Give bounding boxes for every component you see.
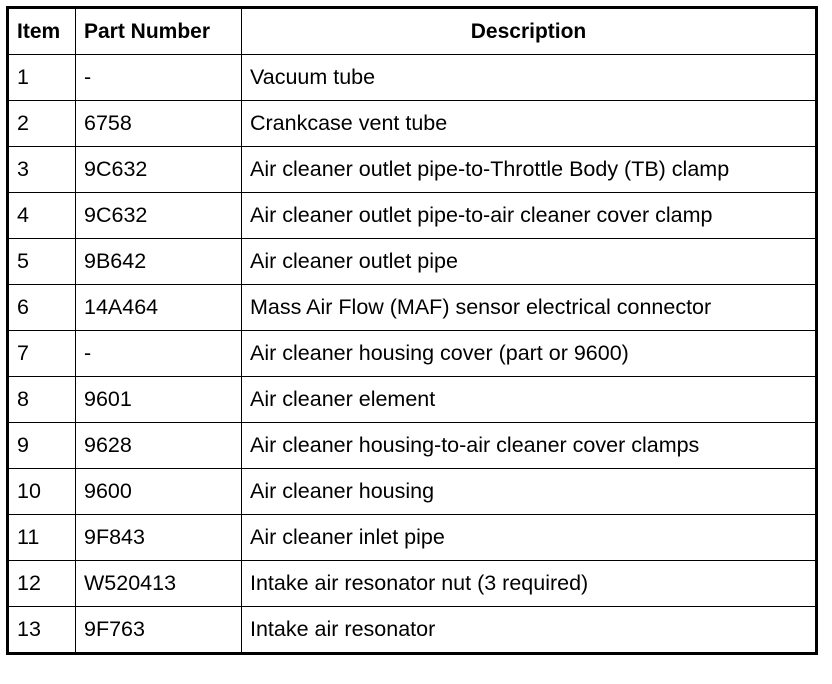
cell-description: Mass Air Flow (MAF) sensor electrical connector <box>242 285 817 331</box>
cell-part-number: 9F843 <box>76 515 242 561</box>
cell-item: 5 <box>8 239 76 285</box>
table-body <box>8 55 817 654</box>
cell-part-number: 9B642 <box>76 239 242 285</box>
header-description: Description <box>242 8 817 55</box>
cell-part-number: - <box>76 331 242 377</box>
cell-item: 9 <box>8 423 76 469</box>
cell-item: 13 <box>8 607 76 654</box>
cell-part-number: 9600 <box>76 469 242 515</box>
table-row <box>8 377 817 423</box>
cell-description: Air cleaner outlet pipe-to-air cleaner cover clamp <box>242 193 817 239</box>
table-row <box>8 101 817 147</box>
cell-description: Air cleaner housing <box>242 469 817 515</box>
cell-item: 10 <box>8 469 76 515</box>
cell-description: Intake air resonator <box>242 607 817 654</box>
table-header <box>8 8 817 55</box>
cell-description: Air cleaner element <box>242 377 817 423</box>
table-row <box>8 331 817 377</box>
table-row <box>8 147 817 193</box>
table-row <box>8 607 817 654</box>
cell-description: Crankcase vent tube <box>242 101 817 147</box>
table-row <box>8 239 817 285</box>
cell-part-number: - <box>76 55 242 101</box>
cell-item: 8 <box>8 377 76 423</box>
cell-item: 4 <box>8 193 76 239</box>
cell-item: 3 <box>8 147 76 193</box>
cell-part-number: 9F763 <box>76 607 242 654</box>
header-part-number: Part Number <box>76 8 242 55</box>
header-row <box>8 8 817 55</box>
cell-part-number: W520413 <box>76 561 242 607</box>
cell-part-number: 14A464 <box>76 285 242 331</box>
cell-item: 11 <box>8 515 76 561</box>
table-row <box>8 561 817 607</box>
table-row <box>8 469 817 515</box>
cell-item: 6 <box>8 285 76 331</box>
cell-description: Vacuum tube <box>242 55 817 101</box>
cell-part-number: 9628 <box>76 423 242 469</box>
table-row <box>8 515 817 561</box>
table-row <box>8 423 817 469</box>
cell-description: Intake air resonator nut (3 required) <box>242 561 817 607</box>
table-row <box>8 193 817 239</box>
cell-item: 12 <box>8 561 76 607</box>
cell-description: Air cleaner outlet pipe <box>242 239 817 285</box>
cell-description: Air cleaner inlet pipe <box>242 515 817 561</box>
header-item: Item <box>8 8 76 55</box>
cell-item: 7 <box>8 331 76 377</box>
cell-part-number: 9C632 <box>76 193 242 239</box>
cell-item: 2 <box>8 101 76 147</box>
cell-part-number: 9C632 <box>76 147 242 193</box>
parts-table <box>6 6 818 655</box>
cell-part-number: 6758 <box>76 101 242 147</box>
table-row <box>8 285 817 331</box>
cell-description: Air cleaner housing cover (part or 9600) <box>242 331 817 377</box>
cell-part-number: 9601 <box>76 377 242 423</box>
cell-item: 1 <box>8 55 76 101</box>
cell-description: Air cleaner outlet pipe-to-Throttle Body (TB) clamp <box>242 147 817 193</box>
table-row <box>8 55 817 101</box>
cell-description: Air cleaner housing-to-air cleaner cover clamps <box>242 423 817 469</box>
